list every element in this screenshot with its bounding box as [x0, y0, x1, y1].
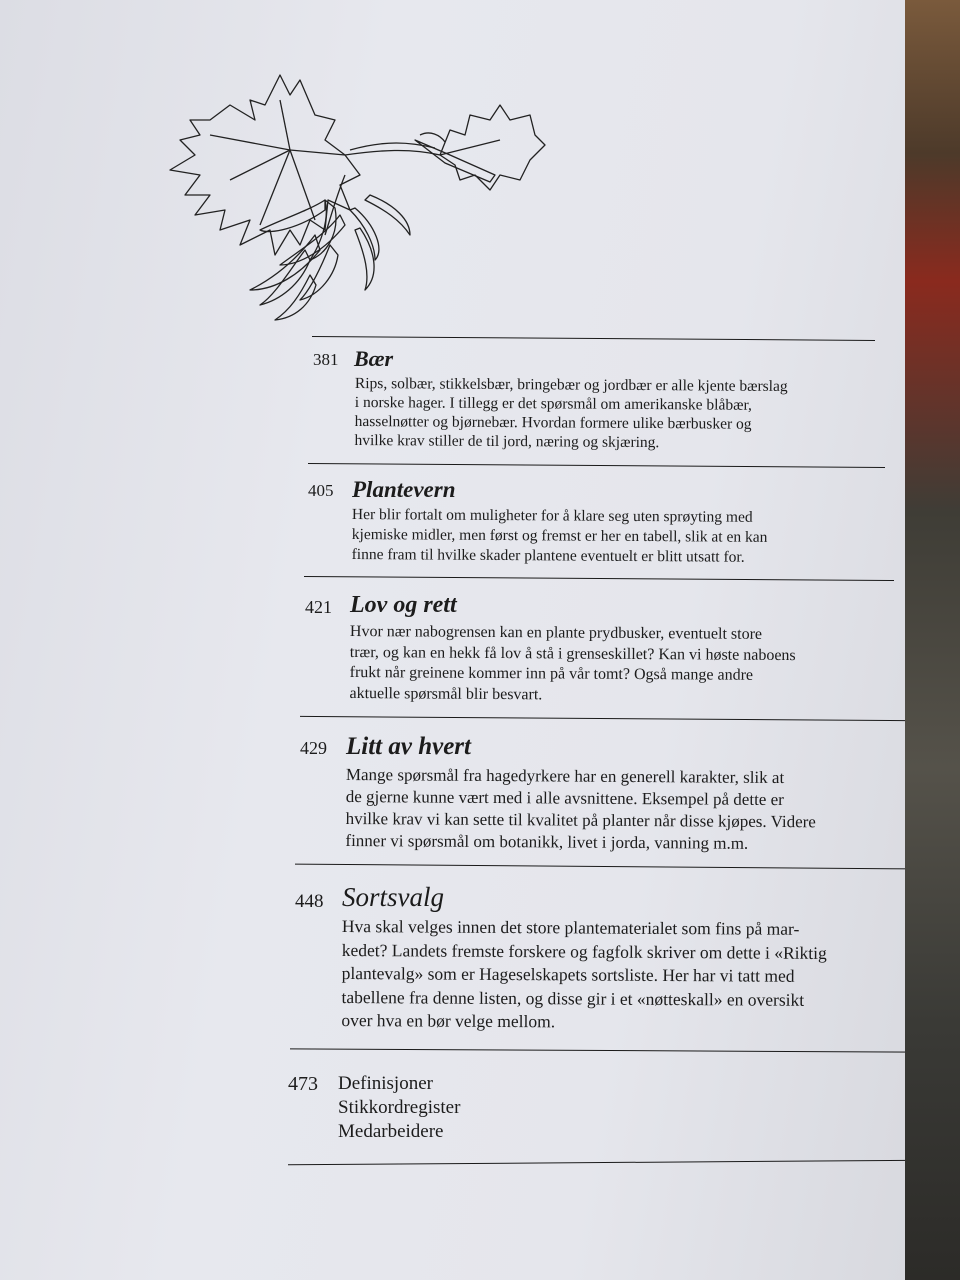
section-title: Bær [354, 346, 394, 371]
appendix-item: Medarbeidere [338, 1121, 444, 1142]
divider [304, 576, 894, 581]
page-number: 405 [308, 481, 334, 500]
section-description: Rips, solbær, stikkelsbær, bringebær og jordbær er alle kjente bærslag i norske hager. I tillegg er det spørsmål om amerikanske blåbær, hasselnøtter og bjørnebær. Hvordan formere ulike bærbusker og hvilke krav stiller de til jord, næring og skjæring. [354, 374, 788, 452]
divider [295, 864, 915, 870]
page-number: 429 [300, 738, 327, 758]
appendix-item: Definisjoner [338, 1073, 433, 1094]
appendix-list [338, 1072, 460, 1144]
section-description: Her blir fortalt om muligheter for å klare seg uten sprøyting med kjemiske midler, men først og fremst er her en tabell, slik at en kan finne fram til hvilke skader plantene eventuelt er blitt utsatt for. [351, 505, 768, 566]
section-title: Litt av hvert [346, 733, 471, 760]
page-number: 448 [295, 891, 324, 912]
section-title: Sortsvalg [342, 882, 445, 912]
page-number: 473 [288, 1073, 318, 1095]
divider [300, 716, 906, 721]
background-surface [905, 0, 960, 1280]
page-number: 381 [313, 350, 339, 369]
section-description: Mange spørsmål fra hagedyrkere har en generell karakter, slik at de gjerne kunne vært med i alle avsnittene. Eksempel på dette er hvilke krav vi kan sette til kvalitet på planter når disse kjøpes. Videre finner vi spørsmål om botanikk, livet i jorda, vanning m.m. [345, 765, 816, 853]
page-number: 421 [305, 597, 332, 617]
section-title: Lov og rett [350, 592, 457, 618]
section-title: Plantevern [352, 477, 456, 502]
section-description: Hva skal velges innen det store plantematerialet som fins på mar- kedet? Landets fremste forskere og fagfolk skriver om dette i «Riktig plantevalg» som er Hageselskapets sortsliste. Her har vi tatt med tabellene fra denne listen, og disse gir i et «nøtteskall» en oversikt over hva en bør velge mellom. [341, 916, 827, 1032]
appendix-item: Stikkordregister [338, 1097, 461, 1118]
divider [308, 463, 885, 468]
divider [290, 1048, 923, 1052]
divider [288, 1160, 930, 1165]
maple-leaf-illustration [150, 60, 560, 340]
section-description: Hvor nær nabogrensen kan en plante prydbusker, eventuelt store trær, og kan en hekk få lov å stå i grenseskillet? Kan vi høste naboens frukt når greinene kommer inn på vår tomt? Også mange andre aktuelle spørsmål blir besvart. [349, 623, 796, 703]
